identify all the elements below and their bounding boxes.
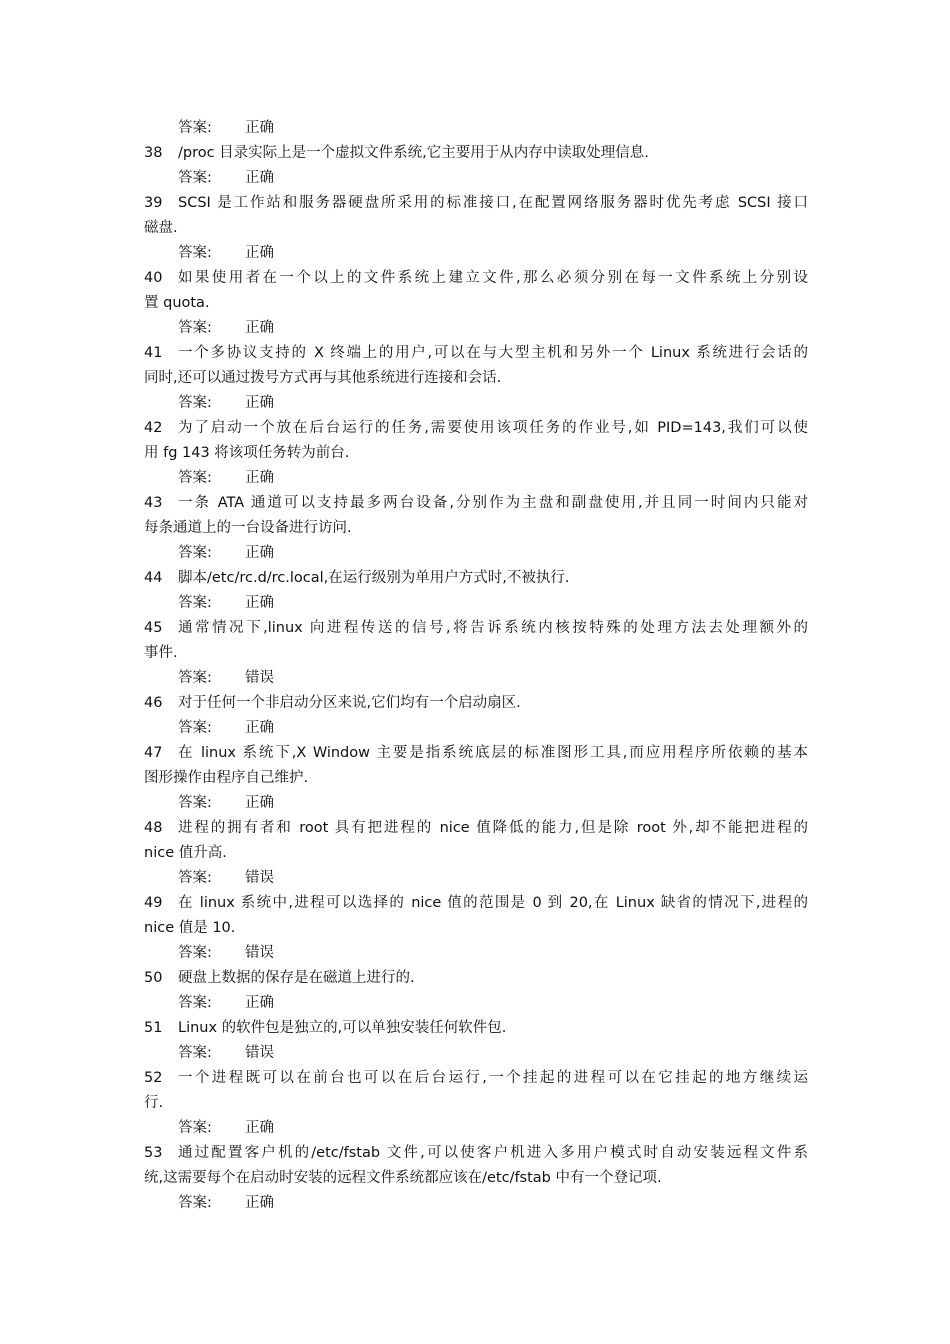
question-number: 44 [144, 570, 163, 586]
answer-value: 正确 [245, 1195, 274, 1211]
answer-value: 正确 [245, 795, 274, 811]
answer-label: 答案: [178, 1195, 212, 1211]
question-number: 52 [144, 1070, 163, 1086]
answer-line [144, 1116, 808, 1141]
question-number: 50 [144, 970, 163, 986]
question-text-continued: 每条通道上的一台设备进行访问. [144, 520, 352, 536]
answer-line [144, 716, 808, 741]
question-number: 48 [144, 820, 163, 836]
answer-line [144, 316, 808, 341]
answer-value: 正确 [245, 395, 274, 411]
question-text: 在 linux 系统中,进程可以选择的 nice 值的范围是 0 到 20,在 Linux 缺省的情况下,进程的 [178, 895, 808, 911]
question-text: 对于任何一个非启动分区来说,它们均有一个启动扇区. [178, 695, 521, 711]
question-text: 通常情况下,linux 向进程传送的信号,将告诉系统内核按特殊的处理方法去处理额外的 [178, 620, 808, 636]
answer-value: 错误 [245, 670, 274, 686]
question-text: 进程的拥有者和 root 具有把进程的 nice 值降低的能力,但是除 root 外,却不能把进程的 [178, 820, 808, 836]
answer-label: 答案: [178, 720, 212, 736]
answer-value: 错误 [245, 945, 274, 961]
question-text: /proc 目录实际上是一个虚拟文件系统,它主要用于从内存中读取处理信息. [178, 145, 649, 161]
answer-value: 正确 [245, 470, 274, 486]
answer-value: 正确 [245, 120, 274, 136]
answer-label: 答案: [178, 245, 212, 261]
answer-value: 正确 [245, 595, 274, 611]
question-number: 53 [144, 1145, 163, 1161]
answer-label: 答案: [178, 395, 212, 411]
answer-line [144, 791, 808, 816]
question-number: 49 [144, 895, 163, 911]
question-line [144, 616, 808, 641]
question-text: 一条 ATA 通道可以支持最多两台设备,分别作为主盘和副盘使用,并且同一时间内只能对 [178, 495, 808, 511]
answer-label: 答案: [178, 795, 212, 811]
answer-line [144, 541, 808, 566]
question-line [144, 891, 808, 916]
question-line [144, 741, 808, 766]
question-text: 为了启动一个放在后台运行的任务,需要使用该项任务的作业号,如 PID=143,我们可以使 [178, 420, 808, 436]
answer-line [144, 666, 808, 691]
question-text: SCSI 是工作站和服务器硬盘所采用的标准接口,在配置网络服务器时优先考虑 SCSI 接口 [178, 195, 808, 211]
question-line [144, 341, 808, 366]
question-text-continued: 图形操作由程序自己维护. [144, 770, 309, 786]
answer-label: 答案: [178, 320, 212, 336]
question-line [144, 266, 808, 291]
question-text: Linux 的软件包是独立的,可以单独安装任何软件包. [178, 1020, 507, 1036]
answer-line [144, 241, 808, 266]
answer-value: 正确 [245, 245, 274, 261]
answer-value: 错误 [245, 1045, 274, 1061]
answer-label: 答案: [178, 120, 212, 136]
question-number: 51 [144, 1020, 163, 1036]
answer-label: 答案: [178, 1120, 212, 1136]
question-line [144, 191, 808, 216]
answer-line [144, 591, 808, 616]
question-number: 43 [144, 495, 163, 511]
question-text: 硬盘上数据的保存是在磁道上进行的. [178, 970, 415, 986]
answer-line [144, 1041, 808, 1066]
question-line [144, 1016, 808, 1041]
question-line [144, 416, 808, 441]
question-text-continued: 事件. [144, 645, 178, 661]
answer-label: 答案: [178, 945, 212, 961]
question-line [144, 566, 808, 591]
question-line [144, 691, 808, 716]
answer-label: 答案: [178, 595, 212, 611]
answer-value: 正确 [245, 720, 274, 736]
question-text: 通过配置客户机的/etc/fstab 文件,可以使客户机进入多用户模式时自动安装远程文件系 [178, 1145, 808, 1161]
answer-label: 答案: [178, 995, 212, 1011]
answer-label: 答案: [178, 545, 212, 561]
question-line [144, 491, 808, 516]
answer-value: 正确 [245, 170, 274, 186]
answer-line [144, 166, 808, 191]
question-text: 如果使用者在一个以上的文件系统上建立文件,那么必须分别在每一文件系统上分别设 [178, 270, 808, 286]
question-text: 在 linux 系统下,X Window 主要是指系统底层的标准图形工具,而应用程序所依赖的基本 [178, 745, 808, 761]
question-text-continued: 同时,还可以通过拨号方式再与其他系统进行连接和会话. [144, 370, 502, 386]
question-text-continued: 用 fg 143 将该项任务转为前台. [144, 445, 350, 461]
answer-line [144, 941, 808, 966]
answer-value: 正确 [245, 995, 274, 1011]
question-number: 47 [144, 745, 163, 761]
question-number: 39 [144, 195, 163, 211]
question-line [144, 1066, 808, 1091]
answer-line [144, 1191, 808, 1216]
answer-label: 答案: [178, 1045, 212, 1061]
question-list [144, 116, 808, 1216]
answer-line [144, 116, 808, 141]
question-line [144, 141, 808, 166]
answer-value: 错误 [245, 870, 274, 886]
answer-label: 答案: [178, 670, 212, 686]
question-text-continued: nice 值是 10. [144, 920, 236, 936]
answer-line [144, 866, 808, 891]
question-text: 一个多协议支持的 X 终端上的用户,可以在与大型主机和另外一个 Linux 系统进行会话的 [178, 345, 808, 361]
question-number: 45 [144, 620, 163, 636]
question-number: 42 [144, 420, 163, 436]
question-text-continued: nice 值升高. [144, 845, 227, 861]
question-number: 38 [144, 145, 163, 161]
question-text-continued: 行. [144, 1095, 164, 1111]
question-text-continued: 统,这需要每个在启动时安装的远程文件系统都应该在/etc/fstab 中有一个登记项. [144, 1170, 662, 1186]
question-line [144, 816, 808, 841]
answer-value: 正确 [245, 545, 274, 561]
answer-label: 答案: [178, 170, 212, 186]
answer-label: 答案: [178, 870, 212, 886]
question-text-continued: 置 quota. [144, 295, 210, 311]
question-number: 46 [144, 695, 163, 711]
answer-line [144, 991, 808, 1016]
question-line [144, 1141, 808, 1166]
question-number: 40 [144, 270, 163, 286]
question-number: 41 [144, 345, 163, 361]
question-text: 一个进程既可以在前台也可以在后台运行,一个挂起的进程可以在它挂起的地方继续运 [178, 1070, 808, 1086]
answer-line [144, 391, 808, 416]
answer-value: 正确 [245, 320, 274, 336]
answer-label: 答案: [178, 470, 212, 486]
answer-value: 正确 [245, 1120, 274, 1136]
answer-line [144, 466, 808, 491]
question-line [144, 966, 808, 991]
question-text: 脚本/etc/rc.d/rc.local,在运行级别为单用户方式时,不被执行. [178, 570, 570, 586]
question-text-continued: 磁盘. [144, 220, 178, 236]
